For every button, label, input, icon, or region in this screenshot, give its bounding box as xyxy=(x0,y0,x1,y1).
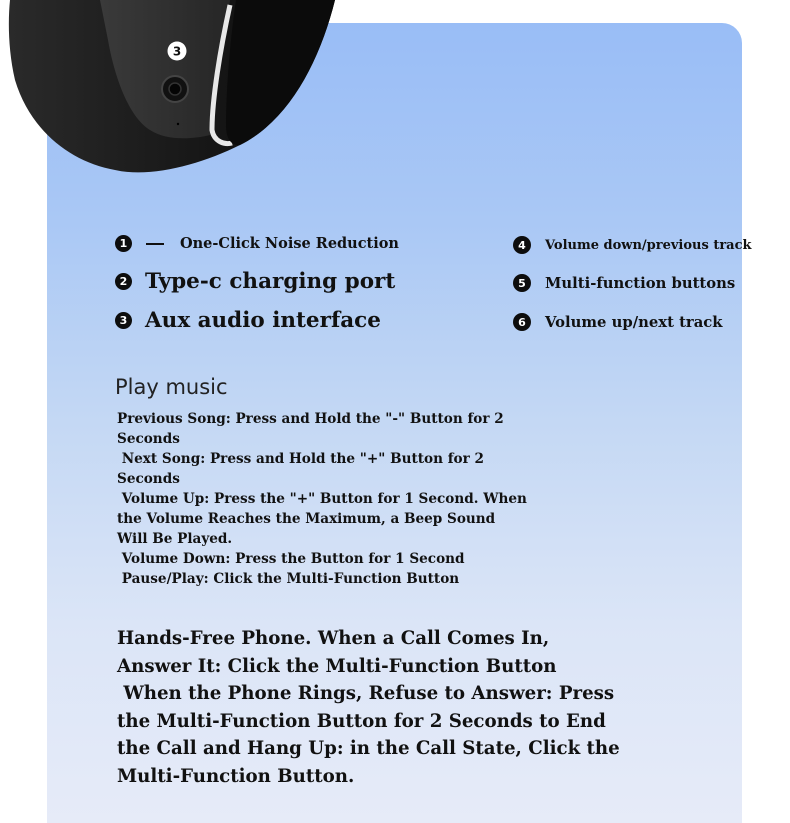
instruction-line: Hands-Free Phone. When a Call Comes In, xyxy=(117,628,550,649)
play-music-instructions xyxy=(117,409,537,589)
headphone-earcup-image xyxy=(0,0,360,180)
number-badge-6: 6 xyxy=(513,313,531,331)
legend-item-multi-function xyxy=(513,274,735,292)
instruction-line: the Multi-Function Button for 2 Seconds to End xyxy=(117,710,606,732)
instruction-line: Volume Down: Press the Button for 1 Second xyxy=(117,551,465,567)
legend-label: Volume up/next track xyxy=(545,313,723,331)
instruction-line: Will Be Played. xyxy=(117,531,233,547)
instruction-line: Seconds xyxy=(117,471,180,487)
legend-label: Type-c charging port xyxy=(145,269,396,294)
instruction-line: Previous Song: Press and Hold the "-" Button for 2 xyxy=(117,411,504,427)
number-badge-5: 5 xyxy=(513,274,531,292)
legend-label: Aux audio interface xyxy=(145,308,381,333)
instruction-line: Next Song: Press and Hold the "+" Button for 2 xyxy=(117,451,484,467)
instruction-line: When the Phone Rings, Refuse to Answer: Press xyxy=(117,683,615,705)
number-badge-1: 1 xyxy=(115,235,132,252)
legend-label: Volume down/previous track xyxy=(545,237,752,253)
number-badge-3: 3 xyxy=(115,312,132,329)
instruction-line: Pause/Play: Click the Multi-Function Button xyxy=(117,571,460,587)
callout-badge-3: 3 xyxy=(172,44,182,59)
legend-item-type-c-port xyxy=(115,269,395,294)
dash-line xyxy=(146,243,164,245)
instruction-line: the Volume Reaches the Maximum, a Beep Sound xyxy=(117,511,496,527)
instruction-line: the Call and Hang Up: in the Call State, Click the xyxy=(117,738,620,760)
legend-label: One-Click Noise Reduction xyxy=(180,235,399,252)
legend-item-volume-down xyxy=(513,236,752,254)
number-badge-2: 2 xyxy=(115,273,132,290)
play-music-title: Play music xyxy=(115,375,228,399)
hands-free-instructions xyxy=(117,625,637,791)
legend-item-noise-reduction xyxy=(115,235,399,252)
legend-item-volume-up xyxy=(513,313,723,331)
instruction-line: Answer It: Click the Multi-Function Button xyxy=(117,655,557,677)
number-badge-4: 4 xyxy=(513,236,531,254)
instruction-line: Multi-Function Button. xyxy=(117,765,355,787)
instruction-line: Volume Up: Press the "+" Button for 1 Second. When xyxy=(117,491,527,507)
instruction-line: Seconds xyxy=(117,431,180,447)
legend-label: Multi-function buttons xyxy=(545,274,736,292)
legend-item-aux-interface xyxy=(115,308,381,333)
